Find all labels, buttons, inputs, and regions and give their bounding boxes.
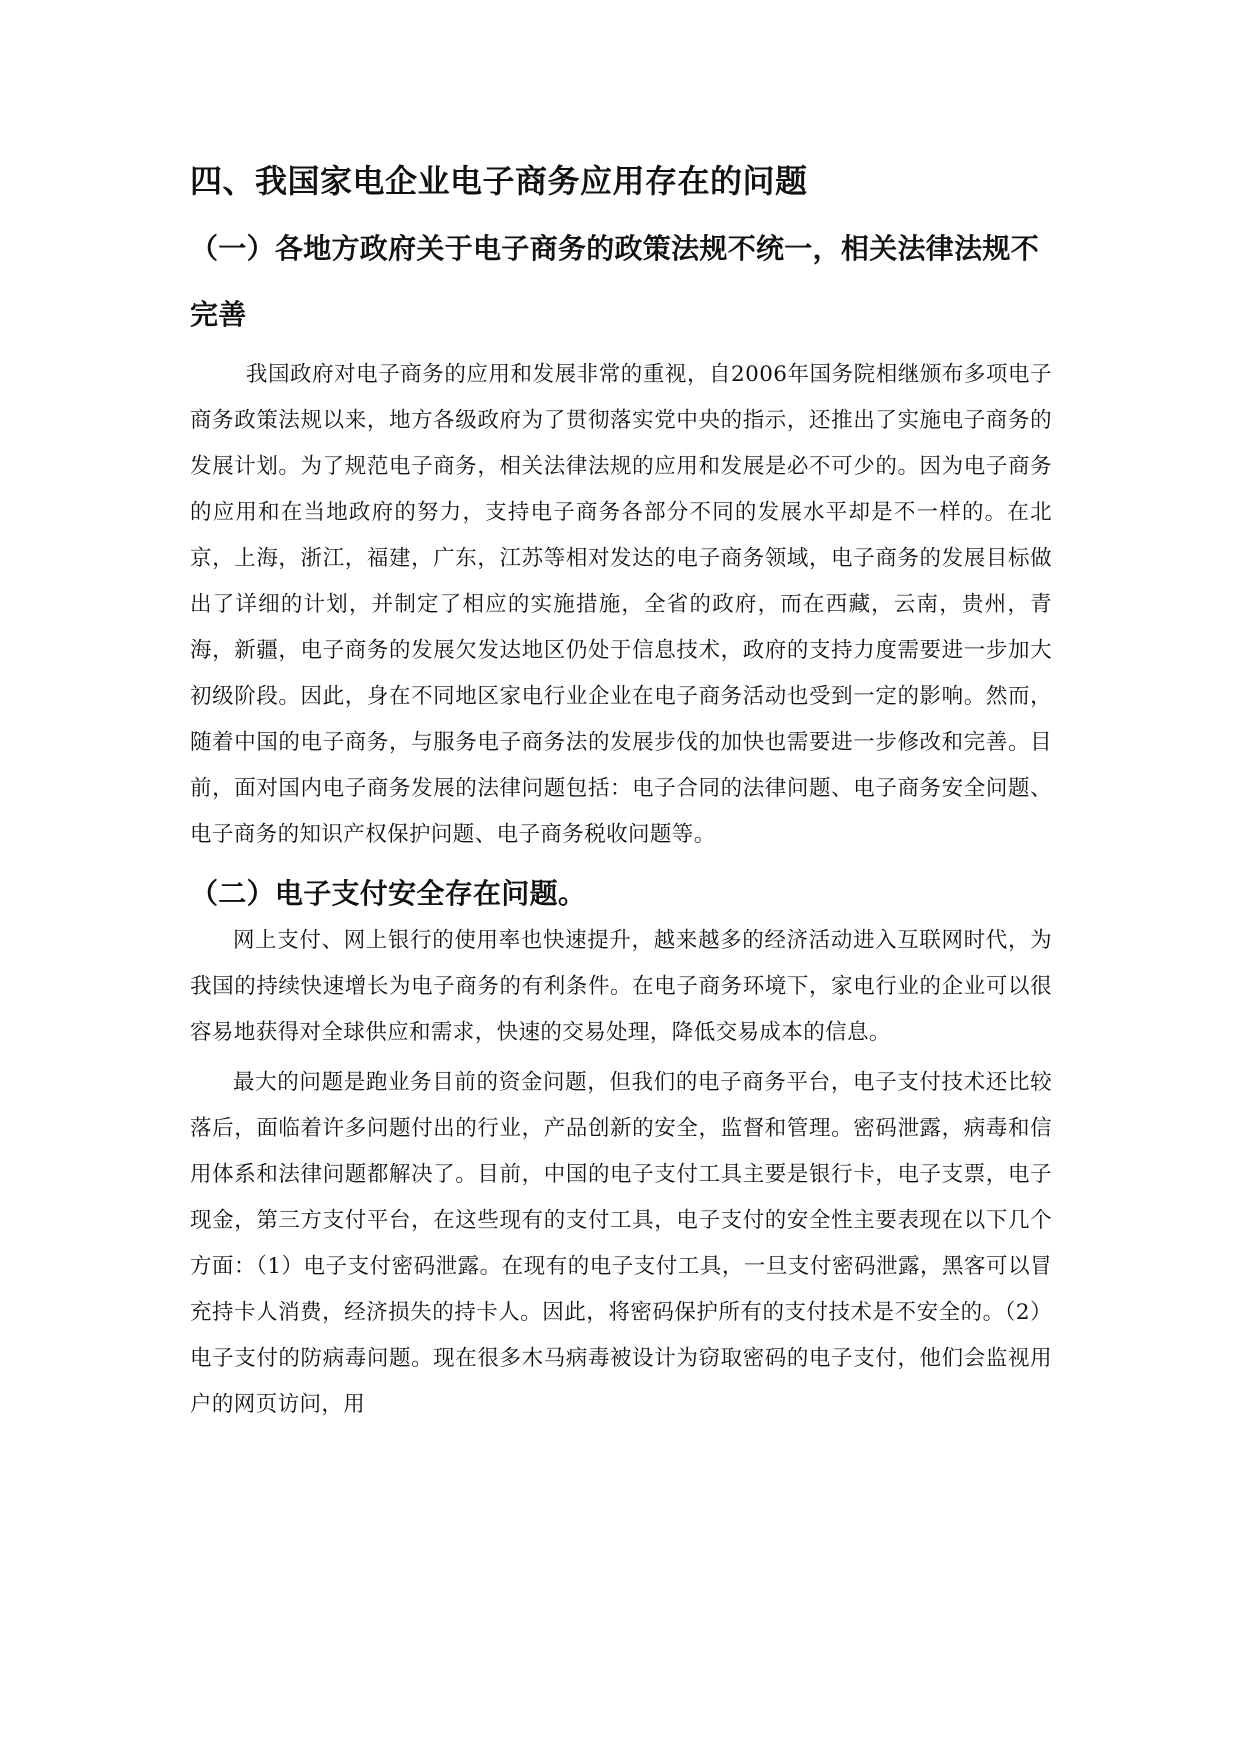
body-paragraph: 网上支付、网上银行的使用率也快速提升，越来越多的经济活动进入互联网时代，为我国的持续快速增长为电子商务的有利条件。在电子商务环境下，家电行业的企业可以很容易地获得对全球供应和需求，快速的交易处理，降低交易成本的信息。 [190,928,1052,1045]
body-paragraph: 我国政府对电子商务的应用和发展非常的重视，自2006年国务院相继颁布多项电子商务政策法规以来，地方各级政府为了贯彻落实党中央的指示，还推出了实施电子商务的发展计划。为了规范电子商务，相关法律法规的应用和发展是必不可少的。因为电子商务的应用和在当地政府的努力，支持电子商务各部分不同的发展水平却是不一样的。在北京，上海，浙江，福建，广东，江苏等相对发达的电子商务领域，电子商务的发展目标做出了详细的计划，并制定了相应的实施措施，全省的政府，而在西藏，云南，贵州，青海，新疆，电子商务的发展欠发达地区仍处于信息技术，政府的支持力度需要进一步加大初级阶段。因此，身在不同地区家电行业企业在电子商务活动也受到一定的影响。然而，随着中国的电子商务，与服务电子商务法的发展步伐的加快也需要进一步修改和完善。目前，面对国内电子商务发展的法律问题包括：电子合同的法律问题、电子商务安全问题、电子商务的知识产权保护问题、电子商务税收问题等。 [190,362,1052,847]
page-content [190,158,1052,1428]
section-heading: （一）各地方政府关于电子商务的政策法规不统一，相关法律法规不完善 [190,232,1040,331]
section-heading: （二）电子支付安全存在问题。 [190,877,587,910]
chapter-title: 四、我国家电企业电子商务应用存在的问题 [190,162,808,200]
body-paragraph: 最大的问题是跑业务目前的资金问题，但我们的电子商务平台，电子支付技术还比较落后，面临着许多问题付出的行业，产品创新的安全，监督和管理。密码泄露，病毒和信用体系和法律问题都解决了。目前，中国的电子支付工具主要是银行卡，电子支票，电子现金，第三方支付平台，在这些现有的支付工具，电子支付的安全性主要表现在以下几个方面：（1）电子支付密码泄露。在现有的电子支付工具，一旦支付密码泄露，黑客可以冒充持卡人消费，经济损失的持卡人。因此，将密码保护所有的支付技术是不安全的。（2）电子支付的防病毒问题。现在很多木马病毒被设计为窃取密码的电子支付，他们会监视用户的网页访问，用 [190,1070,1052,1417]
